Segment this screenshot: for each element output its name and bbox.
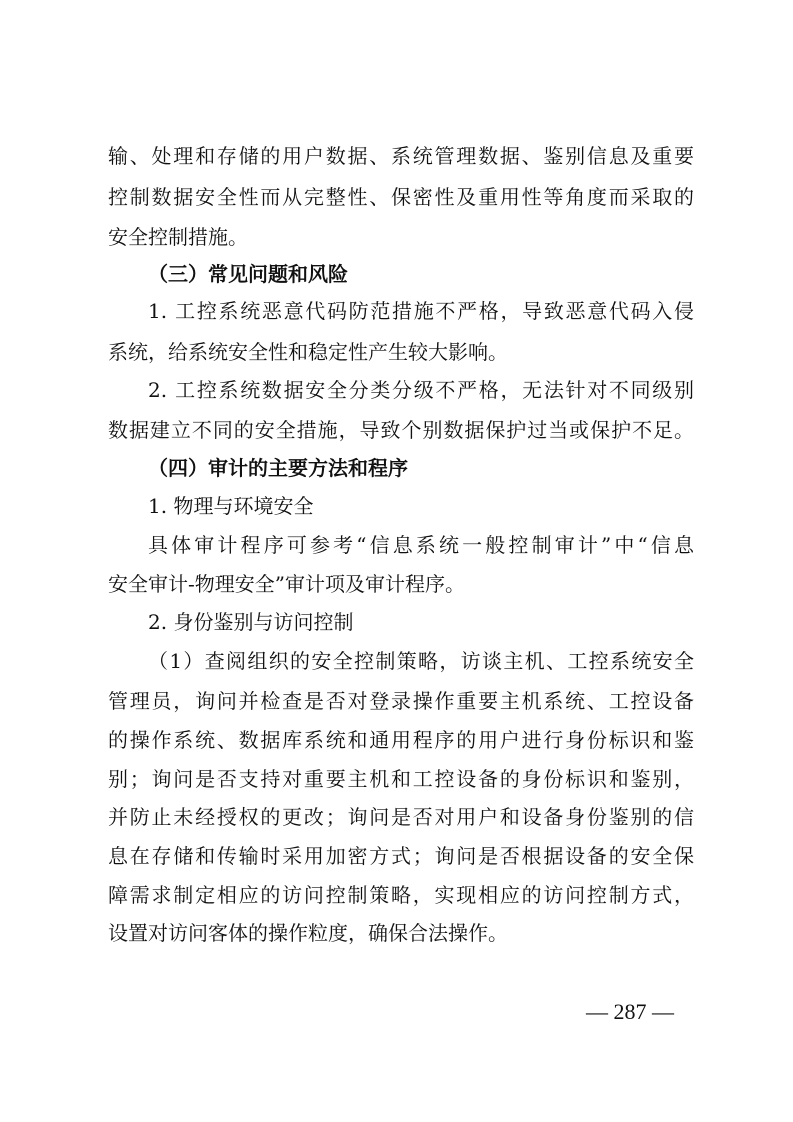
body-line: 1. 工控系统恶意代码防范措施不严格，导致恶意代码入侵 [148,299,694,323]
section-heading: （三）常见问题和风险 [148,262,348,286]
body-line: 数据建立不同的安全措施，导致个别数据保护过当或保护不足。 [108,418,694,442]
body-line: 障需求制定相应的访问控制策略，实现相应的访问控制方式， [108,883,694,907]
section-heading: （四）审计的主要方法和程序 [148,456,408,480]
body-line: 设置对访问客体的操作粒度，确保合法操作。 [108,921,508,945]
body-line: 输、处理和存储的用户数据、系统管理数据、鉴别信息及重要 [108,144,694,168]
body-line: （1）查阅组织的安全控制策略，访谈主机、工控系统安全 [148,649,694,673]
body-line: 具体审计程序可参考“信息系统一般控制审计”中“信息 [148,533,694,557]
subsection-heading: 2. 身份鉴别与访问控制 [148,610,354,634]
body-line: 控制数据安全性而从完整性、保密性及重用性等角度而采取的 [108,185,694,209]
page-number: — 287 — [586,999,674,1024]
subsection-heading: 1. 物理与环境安全 [148,494,314,518]
body-line: 安全控制措施。 [108,225,248,249]
body-line: 并防止未经授权的更改；询问是否对用户和设备身份鉴别的信 [108,805,694,829]
body-line: 息在存储和传输时采用加密方式；询问是否根据设备的安全保 [108,844,694,868]
body-line: 别；询问是否支持对重要主机和工控设备的身份标识和鉴别， [108,767,694,791]
body-line: 的操作系统、数据库系统和通用程序的用户进行身份标识和鉴 [108,728,694,752]
body-line: 安全审计-物理安全”审计项及审计程序。 [108,572,465,596]
body-line: 系统，给系统安全性和稳定性产生较大影响。 [108,340,508,364]
body-line: 2. 工控系统数据安全分类分级不严格，无法针对不同级别 [148,378,694,402]
body-line: 管理员，询问并检查是否对登录操作重要主机系统、工控设备 [108,689,694,713]
